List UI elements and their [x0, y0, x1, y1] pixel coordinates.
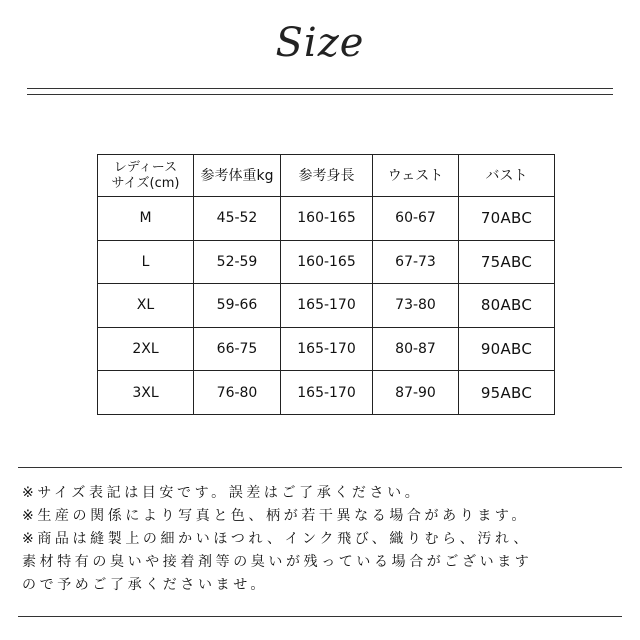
- notes-section: [18, 467, 622, 617]
- cell-weight: 76-80: [194, 371, 281, 415]
- cell-bust: 75ABC: [459, 240, 555, 284]
- size-chart-table: [97, 154, 555, 415]
- cell-waist: 60-67: [373, 197, 459, 241]
- header-bust: バスト: [459, 155, 555, 197]
- note-line: ※サイズ表記は目安です。誤差はご了承ください。: [22, 485, 423, 501]
- page-title: Size: [275, 20, 365, 66]
- cell-size: 3XL: [98, 371, 194, 415]
- title-divider-top: [27, 88, 613, 89]
- header-weight: 参考体重kg: [194, 155, 281, 197]
- cell-height: 165-170: [281, 284, 373, 328]
- header-size-line1: レディース: [113, 159, 178, 175]
- table-row: [98, 327, 555, 371]
- cell-height: 160-165: [281, 197, 373, 241]
- cell-waist: 87-90: [373, 371, 459, 415]
- table-row: [98, 371, 555, 415]
- cell-bust: 95ABC: [459, 371, 555, 415]
- cell-height: 160-165: [281, 240, 373, 284]
- cell-size: XL: [98, 284, 194, 328]
- cell-waist: 67-73: [373, 240, 459, 284]
- table-row: [98, 197, 555, 241]
- cell-size: 2XL: [98, 327, 194, 371]
- cell-weight: 52-59: [194, 240, 281, 284]
- cell-bust: 80ABC: [459, 284, 555, 328]
- cell-size: M: [98, 197, 194, 241]
- cell-bust: 70ABC: [459, 197, 555, 241]
- note-line: 素材特有の臭いや接着剤等の臭いが残っている場合がございます: [22, 554, 533, 570]
- cell-weight: 66-75: [194, 327, 281, 371]
- table-row: [98, 240, 555, 284]
- header-size-line2: サイズ(cm): [111, 175, 180, 191]
- cell-weight: 59-66: [194, 284, 281, 328]
- cell-weight: 45-52: [194, 197, 281, 241]
- cell-waist: 73-80: [373, 284, 459, 328]
- cell-size: L: [98, 240, 194, 284]
- table-row: [98, 284, 555, 328]
- header-waist: ウェスト: [373, 155, 459, 197]
- cell-height: 165-170: [281, 327, 373, 371]
- header-height: 参考身長: [281, 155, 373, 197]
- title-divider-bottom: [27, 94, 613, 95]
- note-line: ※商品は縫製上の細かいほつれ、インク飛び、織りむら、汚れ、: [22, 531, 531, 547]
- header-size: [98, 155, 194, 197]
- cell-height: 165-170: [281, 371, 373, 415]
- table-header-row: [98, 155, 555, 197]
- note-line: ※生産の関係により写真と色、柄が若干異なる場合があります。: [22, 508, 530, 524]
- note-line: ので予めご了承くださいませ。: [22, 577, 268, 593]
- cell-waist: 80-87: [373, 327, 459, 371]
- cell-bust: 90ABC: [459, 327, 555, 371]
